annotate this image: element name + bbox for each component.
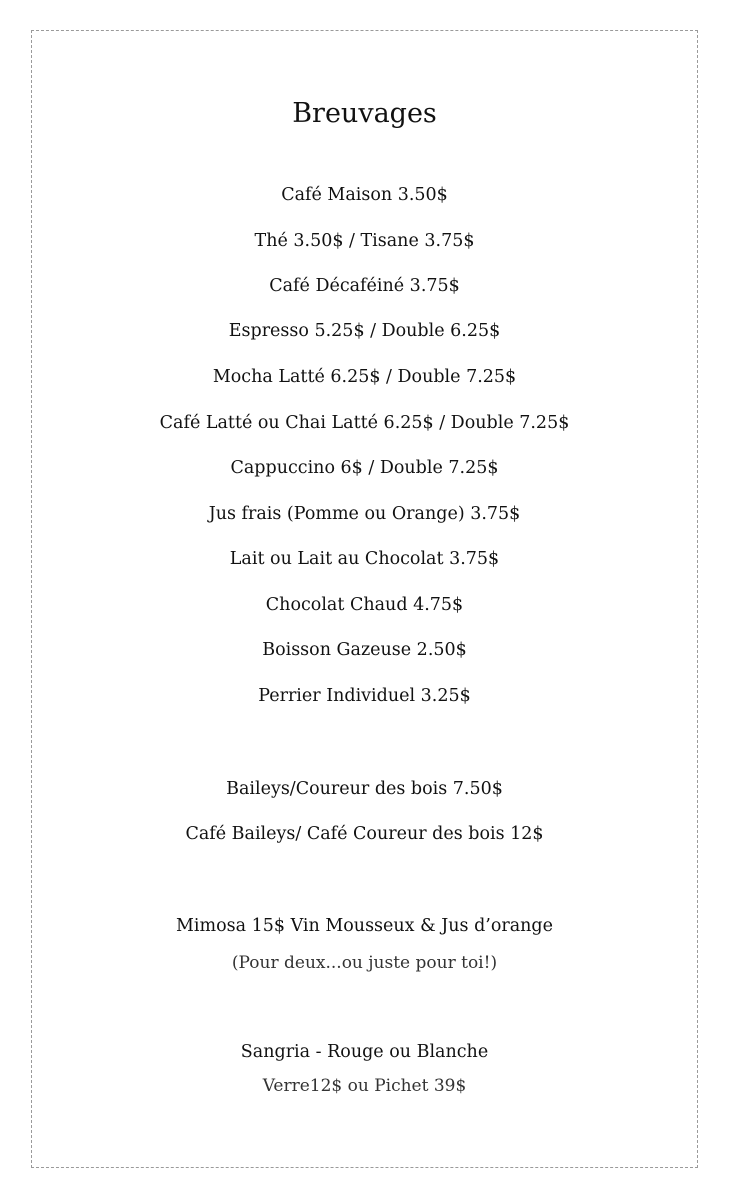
- menu-item: Café Baileys/ Café Coureur des bois 12$: [185, 824, 544, 844]
- menu-note-mimosa: (Pour deux...ou juste pour toi!): [231, 953, 498, 973]
- menu-item: Café Décaféiné 3.75$: [269, 276, 460, 296]
- menu-item: Mocha Latté 6.25$ / Double 7.25$: [212, 367, 517, 387]
- menu-note-sangria: Verre12$ ou Pichet 39$: [262, 1076, 467, 1096]
- menu-item: Lait ou Lait au Chocolat 3.75$: [229, 549, 500, 569]
- menu-item: Cappuccino 6$ / Double 7.25$: [230, 458, 499, 478]
- menu-item: Jus frais (Pomme ou Orange) 3.75$: [208, 504, 521, 524]
- menu-item: Café Latté ou Chai Latté 6.25$ / Double 7.25$: [159, 413, 570, 433]
- menu-item: Espresso 5.25$ / Double 6.25$: [228, 321, 501, 341]
- menu-item-sangria: Sangria - Rouge ou Blanche: [240, 1042, 489, 1062]
- menu-item: Café Maison 3.50$: [281, 185, 448, 205]
- menu-title: Breuvages: [292, 98, 437, 129]
- menu-item-mimosa: Mimosa 15$ Vin Mousseux & Jus d’orange: [176, 916, 553, 936]
- menu-item: Chocolat Chaud 4.75$: [265, 595, 464, 615]
- menu-item: Perrier Individuel 3.25$: [258, 686, 471, 706]
- menu-item: Baileys/Coureur des bois 7.50$: [226, 779, 503, 799]
- menu-item: Boisson Gazeuse 2.50$: [262, 640, 467, 660]
- menu-item: Thé 3.50$ / Tisane 3.75$: [254, 231, 475, 251]
